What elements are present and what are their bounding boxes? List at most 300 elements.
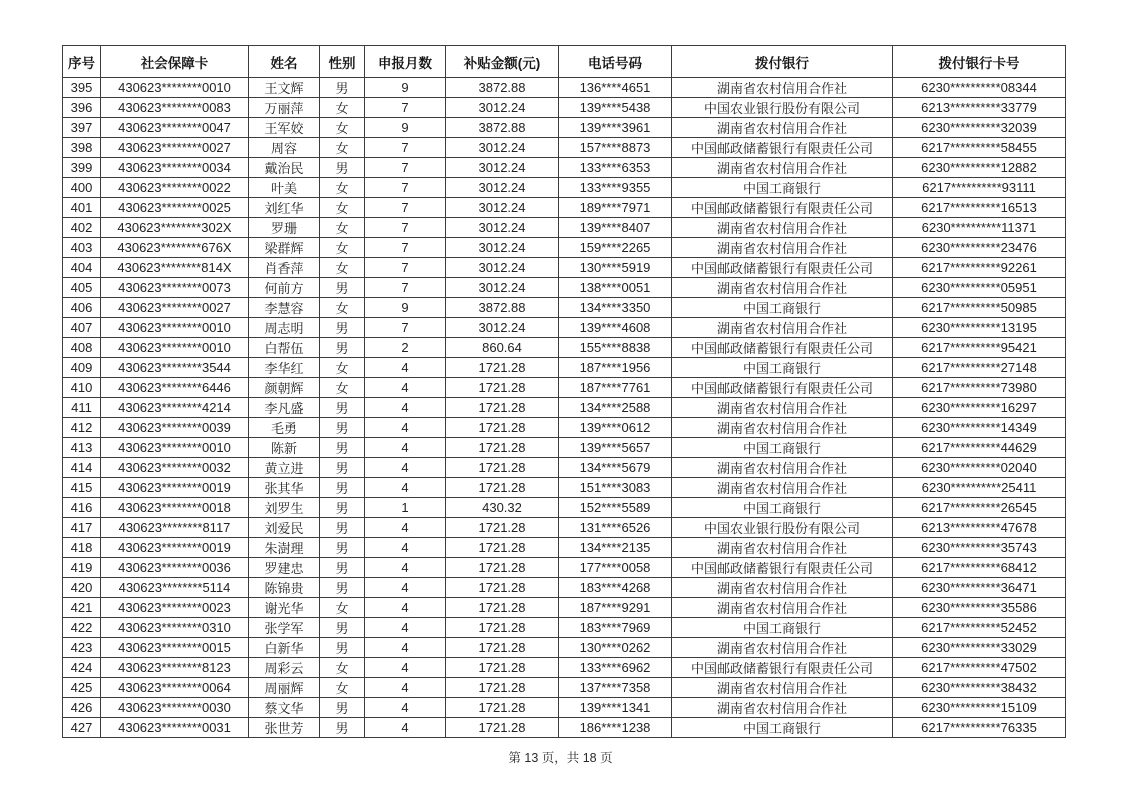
cell: 421 — [63, 598, 101, 618]
cell: 136****4651 — [559, 78, 672, 98]
cell: 湖南省农村信用合作社 — [672, 538, 893, 558]
column-header-8: 拨付银行卡号 — [893, 46, 1066, 78]
cell: 7 — [365, 98, 446, 118]
table-row — [63, 498, 1066, 518]
cell: 6217**********68412 — [893, 558, 1066, 578]
cell: 1721.28 — [446, 598, 559, 618]
cell: 男 — [320, 418, 365, 438]
cell: 陈锦贵 — [249, 578, 320, 598]
cell: 395 — [63, 78, 101, 98]
cell: 中国邮政储蓄银行有限责任公司 — [672, 558, 893, 578]
cell: 430623********0018 — [101, 498, 249, 518]
cell: 3012.24 — [446, 318, 559, 338]
table-header — [63, 46, 1066, 78]
cell: 男 — [320, 618, 365, 638]
table-row — [63, 578, 1066, 598]
cell: 430623********0064 — [101, 678, 249, 698]
cell: 430623********0027 — [101, 298, 249, 318]
cell: 139****3961 — [559, 118, 672, 138]
cell: 4 — [365, 598, 446, 618]
column-header-7: 拨付银行 — [672, 46, 893, 78]
cell: 430623********0036 — [101, 558, 249, 578]
cell: 中国工商银行 — [672, 438, 893, 458]
cell: 411 — [63, 398, 101, 418]
cell: 130****5919 — [559, 258, 672, 278]
cell: 3012.24 — [446, 98, 559, 118]
cell: 430623********0047 — [101, 118, 249, 138]
cell: 130****0262 — [559, 638, 672, 658]
cell: 男 — [320, 458, 365, 478]
cell: 134****3350 — [559, 298, 672, 318]
cell: 男 — [320, 558, 365, 578]
cell: 430623********0019 — [101, 478, 249, 498]
cell: 133****9355 — [559, 178, 672, 198]
column-header-3: 性别 — [320, 46, 365, 78]
cell: 男 — [320, 578, 365, 598]
cell: 4 — [365, 638, 446, 658]
cell: 4 — [365, 538, 446, 558]
cell: 1721.28 — [446, 558, 559, 578]
table-row — [63, 658, 1066, 678]
table-row — [63, 178, 1066, 198]
cell: 中国工商银行 — [672, 498, 893, 518]
cell: 女 — [320, 678, 365, 698]
cell: 1721.28 — [446, 678, 559, 698]
cell: 中国邮政储蓄银行有限责任公司 — [672, 198, 893, 218]
cell: 男 — [320, 318, 365, 338]
cell: 430623********0023 — [101, 598, 249, 618]
cell: 女 — [320, 138, 365, 158]
cell: 叶美 — [249, 178, 320, 198]
cell: 1721.28 — [446, 538, 559, 558]
cell: 1721.28 — [446, 638, 559, 658]
cell: 133****6353 — [559, 158, 672, 178]
cell: 朱澍理 — [249, 538, 320, 558]
cell: 6230**********13195 — [893, 318, 1066, 338]
cell: 1721.28 — [446, 698, 559, 718]
cell: 6217**********76335 — [893, 718, 1066, 738]
cell: 424 — [63, 658, 101, 678]
cell: 3872.88 — [446, 118, 559, 138]
table-row — [63, 138, 1066, 158]
cell: 1721.28 — [446, 478, 559, 498]
cell: 罗建忠 — [249, 558, 320, 578]
subsidy-disbursement-table — [62, 45, 1066, 738]
cell: 湖南省农村信用合作社 — [672, 278, 893, 298]
table-row — [63, 198, 1066, 218]
cell: 6217**********44629 — [893, 438, 1066, 458]
cell: 6230**********36471 — [893, 578, 1066, 598]
column-header-2: 姓名 — [249, 46, 320, 78]
cell: 426 — [63, 698, 101, 718]
cell: 中国邮政储蓄银行有限责任公司 — [672, 658, 893, 678]
cell: 6217**********58455 — [893, 138, 1066, 158]
table-row — [63, 398, 1066, 418]
cell: 刘罗生 — [249, 498, 320, 518]
cell: 430623********8117 — [101, 518, 249, 538]
cell: 梁群辉 — [249, 238, 320, 258]
cell: 417 — [63, 518, 101, 538]
cell: 黄立进 — [249, 458, 320, 478]
cell: 401 — [63, 198, 101, 218]
cell: 430623********4214 — [101, 398, 249, 418]
cell: 4 — [365, 458, 446, 478]
cell: 1721.28 — [446, 518, 559, 538]
cell: 151****3083 — [559, 478, 672, 498]
cell: 6230**********05951 — [893, 278, 1066, 298]
cell: 3012.24 — [446, 238, 559, 258]
cell: 颜朝辉 — [249, 378, 320, 398]
cell: 415 — [63, 478, 101, 498]
cell: 湖南省农村信用合作社 — [672, 218, 893, 238]
cell: 6230**********32039 — [893, 118, 1066, 138]
cell: 430623********0030 — [101, 698, 249, 718]
cell: 男 — [320, 398, 365, 418]
cell: 男 — [320, 338, 365, 358]
cell: 女 — [320, 658, 365, 678]
cell: 中国邮政储蓄银行有限责任公司 — [672, 138, 893, 158]
cell: 1721.28 — [446, 398, 559, 418]
cell: 女 — [320, 238, 365, 258]
cell: 403 — [63, 238, 101, 258]
table-row — [63, 638, 1066, 658]
cell: 湖南省农村信用合作社 — [672, 318, 893, 338]
cell: 中国工商银行 — [672, 618, 893, 638]
cell: 413 — [63, 438, 101, 458]
cell: 女 — [320, 598, 365, 618]
cell: 女 — [320, 358, 365, 378]
cell: 7 — [365, 258, 446, 278]
cell: 蔡文华 — [249, 698, 320, 718]
cell: 王文辉 — [249, 78, 320, 98]
table-row — [63, 238, 1066, 258]
cell: 425 — [63, 678, 101, 698]
cell: 430623********0010 — [101, 78, 249, 98]
table-row — [63, 518, 1066, 538]
cell: 1721.28 — [446, 718, 559, 738]
cell: 6217**********52452 — [893, 618, 1066, 638]
cell: 周丽辉 — [249, 678, 320, 698]
cell: 4 — [365, 658, 446, 678]
cell: 155****8838 — [559, 338, 672, 358]
table-row — [63, 118, 1066, 138]
cell: 戴治民 — [249, 158, 320, 178]
cell: 430623********0083 — [101, 98, 249, 118]
cell: 1721.28 — [446, 618, 559, 638]
cell: 418 — [63, 538, 101, 558]
cell: 9 — [365, 298, 446, 318]
cell: 女 — [320, 258, 365, 278]
cell: 416 — [63, 498, 101, 518]
cell: 138****0051 — [559, 278, 672, 298]
cell: 4 — [365, 398, 446, 418]
table-row — [63, 678, 1066, 698]
cell: 430623********0025 — [101, 198, 249, 218]
cell: 134****2588 — [559, 398, 672, 418]
cell: 湖南省农村信用合作社 — [672, 238, 893, 258]
cell: 6230**********35743 — [893, 538, 1066, 558]
table-row — [63, 458, 1066, 478]
cell: 周志明 — [249, 318, 320, 338]
cell: 402 — [63, 218, 101, 238]
cell: 139****1341 — [559, 698, 672, 718]
cell: 湖南省农村信用合作社 — [672, 698, 893, 718]
cell: 407 — [63, 318, 101, 338]
cell: 7 — [365, 318, 446, 338]
cell: 430623********5114 — [101, 578, 249, 598]
cell: 中国农业银行股份有限公司 — [672, 518, 893, 538]
cell: 423 — [63, 638, 101, 658]
cell: 3012.24 — [446, 218, 559, 238]
table-header-row — [63, 46, 1066, 78]
cell: 中国农业银行股份有限公司 — [672, 98, 893, 118]
cell: 3012.24 — [446, 278, 559, 298]
cell: 7 — [365, 158, 446, 178]
cell: 4 — [365, 478, 446, 498]
cell: 谢光华 — [249, 598, 320, 618]
cell: 6217**********16513 — [893, 198, 1066, 218]
cell: 毛勇 — [249, 418, 320, 438]
cell: 张学军 — [249, 618, 320, 638]
cell: 3012.24 — [446, 158, 559, 178]
cell: 6217**********27148 — [893, 358, 1066, 378]
cell: 6217**********47502 — [893, 658, 1066, 678]
cell: 中国邮政储蓄银行有限责任公司 — [672, 338, 893, 358]
cell: 湖南省农村信用合作社 — [672, 78, 893, 98]
cell: 430623********0310 — [101, 618, 249, 638]
cell: 183****7969 — [559, 618, 672, 638]
cell: 刘爱民 — [249, 518, 320, 538]
table-row — [63, 618, 1066, 638]
cell: 李凡盛 — [249, 398, 320, 418]
cell: 6230**********14349 — [893, 418, 1066, 438]
cell: 7 — [365, 198, 446, 218]
cell: 1 — [365, 498, 446, 518]
cell: 187****9291 — [559, 598, 672, 618]
cell: 3012.24 — [446, 198, 559, 218]
cell: 399 — [63, 158, 101, 178]
cell: 430623********6446 — [101, 378, 249, 398]
cell: 张世芳 — [249, 718, 320, 738]
cell: 404 — [63, 258, 101, 278]
cell: 9 — [365, 118, 446, 138]
cell: 430623********0022 — [101, 178, 249, 198]
cell: 430623********0027 — [101, 138, 249, 158]
cell: 187****7761 — [559, 378, 672, 398]
cell: 139****5657 — [559, 438, 672, 458]
cell: 男 — [320, 158, 365, 178]
cell: 134****5679 — [559, 458, 672, 478]
cell: 9 — [365, 78, 446, 98]
cell: 157****8873 — [559, 138, 672, 158]
cell: 中国邮政储蓄银行有限责任公司 — [672, 258, 893, 278]
cell: 419 — [63, 558, 101, 578]
cell: 430623********0010 — [101, 438, 249, 458]
table-row — [63, 98, 1066, 118]
table-row — [63, 538, 1066, 558]
cell: 137****7358 — [559, 678, 672, 698]
cell: 湖南省农村信用合作社 — [672, 398, 893, 418]
cell: 189****7971 — [559, 198, 672, 218]
cell: 6217**********95421 — [893, 338, 1066, 358]
cell: 4 — [365, 618, 446, 638]
cell: 159****2265 — [559, 238, 672, 258]
cell: 4 — [365, 698, 446, 718]
table-row — [63, 158, 1066, 178]
cell: 6217**********26545 — [893, 498, 1066, 518]
cell: 430623********814X — [101, 258, 249, 278]
cell: 139****8407 — [559, 218, 672, 238]
cell: 6217**********92261 — [893, 258, 1066, 278]
cell: 中国邮政储蓄银行有限责任公司 — [672, 378, 893, 398]
cell: 6230**********25411 — [893, 478, 1066, 498]
cell: 430623********0073 — [101, 278, 249, 298]
cell: 3872.88 — [446, 298, 559, 318]
cell: 王军姣 — [249, 118, 320, 138]
cell: 湖南省农村信用合作社 — [672, 598, 893, 618]
cell: 405 — [63, 278, 101, 298]
cell: 2 — [365, 338, 446, 358]
table-row — [63, 478, 1066, 498]
cell: 女 — [320, 378, 365, 398]
cell: 6217**********50985 — [893, 298, 1066, 318]
column-header-1: 社会保障卡 — [101, 46, 249, 78]
cell: 430623********302X — [101, 218, 249, 238]
cell: 430.32 — [446, 498, 559, 518]
cell: 406 — [63, 298, 101, 318]
cell: 430623********0031 — [101, 718, 249, 738]
cell: 430623********0010 — [101, 338, 249, 358]
cell: 湖南省农村信用合作社 — [672, 578, 893, 598]
cell: 430623********3544 — [101, 358, 249, 378]
cell: 133****6962 — [559, 658, 672, 678]
cell: 女 — [320, 218, 365, 238]
cell: 4 — [365, 518, 446, 538]
table-row — [63, 338, 1066, 358]
table-row — [63, 378, 1066, 398]
cell: 4 — [365, 378, 446, 398]
cell: 4 — [365, 558, 446, 578]
cell: 139****4608 — [559, 318, 672, 338]
cell: 中国工商银行 — [672, 298, 893, 318]
cell: 白新华 — [249, 638, 320, 658]
cell: 湖南省农村信用合作社 — [672, 158, 893, 178]
cell: 7 — [365, 138, 446, 158]
table-row — [63, 278, 1066, 298]
cell: 430623********8123 — [101, 658, 249, 678]
table-row — [63, 258, 1066, 278]
cell: 湖南省农村信用合作社 — [672, 638, 893, 658]
cell: 6230**********15109 — [893, 698, 1066, 718]
cell: 6230**********38432 — [893, 678, 1066, 698]
cell: 7 — [365, 218, 446, 238]
cell: 6213**********33779 — [893, 98, 1066, 118]
table-row — [63, 298, 1066, 318]
cell: 中国工商银行 — [672, 718, 893, 738]
cell: 4 — [365, 358, 446, 378]
cell: 1721.28 — [446, 378, 559, 398]
cell: 420 — [63, 578, 101, 598]
cell: 408 — [63, 338, 101, 358]
table-row — [63, 698, 1066, 718]
cell: 3012.24 — [446, 178, 559, 198]
cell: 男 — [320, 518, 365, 538]
cell: 6230**********16297 — [893, 398, 1066, 418]
cell: 6230**********23476 — [893, 238, 1066, 258]
cell: 7 — [365, 238, 446, 258]
table-row — [63, 218, 1066, 238]
cell: 周容 — [249, 138, 320, 158]
column-header-6: 电话号码 — [559, 46, 672, 78]
cell: 何前方 — [249, 278, 320, 298]
cell: 4 — [365, 438, 446, 458]
table-row — [63, 418, 1066, 438]
cell: 430623********0034 — [101, 158, 249, 178]
cell: 6230**********08344 — [893, 78, 1066, 98]
table-row — [63, 598, 1066, 618]
cell: 1721.28 — [446, 578, 559, 598]
cell: 白帮伍 — [249, 338, 320, 358]
cell: 183****4268 — [559, 578, 672, 598]
cell: 7 — [365, 278, 446, 298]
cell: 4 — [365, 578, 446, 598]
cell: 男 — [320, 478, 365, 498]
cell: 湖南省农村信用合作社 — [672, 458, 893, 478]
cell: 张其华 — [249, 478, 320, 498]
cell: 1721.28 — [446, 458, 559, 478]
cell: 7 — [365, 178, 446, 198]
cell: 罗珊 — [249, 218, 320, 238]
cell: 398 — [63, 138, 101, 158]
cell: 177****0058 — [559, 558, 672, 578]
cell: 男 — [320, 278, 365, 298]
cell: 422 — [63, 618, 101, 638]
cell: 刘红华 — [249, 198, 320, 218]
cell: 134****2135 — [559, 538, 672, 558]
cell: 1721.28 — [446, 658, 559, 678]
table-row — [63, 358, 1066, 378]
cell: 6230**********02040 — [893, 458, 1066, 478]
cell: 430623********0019 — [101, 538, 249, 558]
cell: 男 — [320, 498, 365, 518]
table-row — [63, 318, 1066, 338]
table-row — [63, 718, 1066, 738]
page-number: 第 13 页，共 18 页 — [508, 751, 613, 765]
table-row — [63, 78, 1066, 98]
cell: 湖南省农村信用合作社 — [672, 678, 893, 698]
cell: 男 — [320, 78, 365, 98]
table-row — [63, 558, 1066, 578]
table-row — [63, 438, 1066, 458]
column-header-4: 申报月数 — [365, 46, 446, 78]
cell: 186****1238 — [559, 718, 672, 738]
cell: 4 — [365, 718, 446, 738]
cell: 万丽萍 — [249, 98, 320, 118]
cell: 男 — [320, 638, 365, 658]
cell: 中国工商银行 — [672, 358, 893, 378]
cell: 396 — [63, 98, 101, 118]
cell: 397 — [63, 118, 101, 138]
cell: 3872.88 — [446, 78, 559, 98]
cell: 409 — [63, 358, 101, 378]
cell: 湖南省农村信用合作社 — [672, 418, 893, 438]
cell: 6230**********33029 — [893, 638, 1066, 658]
cell: 男 — [320, 698, 365, 718]
cell: 3012.24 — [446, 258, 559, 278]
cell: 139****5438 — [559, 98, 672, 118]
cell: 430623********0015 — [101, 638, 249, 658]
cell: 430623********0032 — [101, 458, 249, 478]
